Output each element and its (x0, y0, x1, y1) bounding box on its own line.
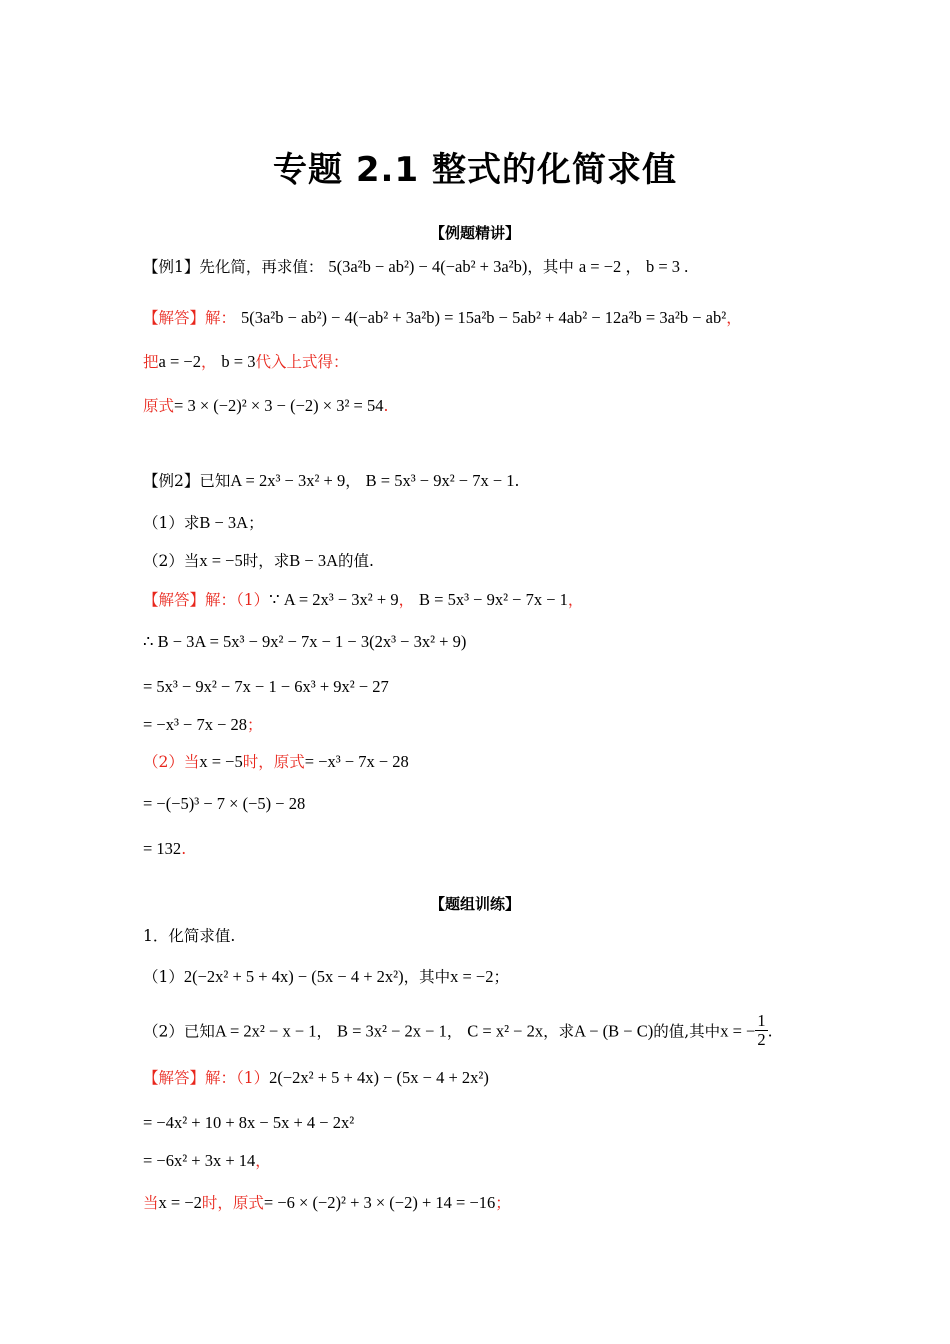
part-value: x = −2 (450, 967, 494, 986)
practice-1-part-1 (143, 966, 509, 988)
solution-2-result: = −x³ − 7x − 28 (143, 715, 248, 734)
section-heading-practice: 【题组训练】 (429, 895, 520, 913)
solution-1-result: = 3 × (−2)² × 3 − (−2) × 3² = 54 (174, 396, 384, 415)
solution-2-line-7 (143, 838, 186, 860)
question-label: （2）当 (143, 552, 200, 570)
part-label: （2）已知 (143, 1022, 215, 1041)
solution-3-mid: 时，原式 (201, 1194, 264, 1212)
solution-1-value-b: b = 3 (221, 352, 256, 371)
solution-1-text: 把 (143, 353, 159, 371)
example-1 (143, 256, 688, 278)
question-expr: x = −5 (199, 551, 243, 570)
solution-3-x-value: x = −2 (158, 1193, 202, 1212)
example-2-end: . (514, 472, 520, 490)
question-end: ； (248, 514, 264, 532)
solution-1-expression: 5(3a²b − ab²) − 4(−ab² + 3a²b) = 15a²b − 5ab² + 4ab² − 12a²b = 3a²b − ab² (240, 308, 727, 327)
page-title: 专题 2.1 整式的化简求值 (273, 150, 677, 190)
example-1-text: 先化简，再求值： (199, 258, 324, 276)
solution-3-result: = −6x² + 3x + 14 (143, 1151, 256, 1170)
solution-1-period: . (383, 397, 389, 415)
solution-2-end: ， (567, 591, 584, 609)
solution-1-line-1 (143, 307, 742, 329)
solution-1-original: 原式 (143, 397, 175, 415)
example-2-expr-a: A = 2x³ − 3x² + 9 (230, 471, 346, 490)
solution-3-line-3 (143, 1150, 271, 1172)
practice-1-part-2 (143, 1011, 773, 1051)
solution-2-period: . (181, 840, 187, 858)
solution-2-line-4 (143, 714, 263, 736)
example-1-condition-label: ，其中 (527, 258, 574, 276)
example-2-text: 已知 (199, 472, 231, 490)
fraction-numerator: 1 (757, 1011, 766, 1030)
part-expr: 2(−2x² + 5 + 4x) − (5x − 4 + 2x²) (183, 967, 404, 986)
solution-3-expr: 2(−2x² + 5 + 4x) − (5x − 4 + 2x²) (269, 1068, 489, 1087)
question-label: （1）求 (143, 514, 200, 532)
part-expr-c: C = x² − 2x (467, 1021, 544, 1041)
question-expr: B − 3A (199, 513, 249, 532)
example-1-expression: 5(3a²b − ab²) − 4(−ab² + 3a²b) (328, 257, 528, 276)
example-2-label: 【例2】 (143, 472, 200, 490)
solution-3-end: ； (495, 1194, 511, 1212)
section-heading-examples: 【例题精讲】 (429, 224, 520, 242)
solution-2-part-expr: = −x³ − 7x − 28 (304, 752, 409, 771)
solution-2-line-6: = −(−5)³ − 7 × (−5) − 28 (143, 794, 306, 813)
part-sep: ， (316, 1022, 333, 1041)
part-cond: ，其中 (403, 968, 451, 986)
solution-3-label: 【解答】解：（1） (143, 1069, 270, 1087)
solution-1-sep: ， (200, 353, 217, 371)
fraction-one-half (755, 1012, 767, 1049)
question-expr-2: B − 3A (289, 551, 338, 570)
solution-1-line-3 (143, 395, 388, 417)
example-2-expr-b: B = 5x³ − 9x² − 7x − 1 (365, 471, 515, 490)
solution-2-end: ； (247, 716, 263, 734)
solution-2-expr-a: ∵ A = 2x³ − 3x² + 9 (269, 590, 399, 609)
solution-1-label: 【解答】解： (143, 309, 237, 327)
solution-3-line-4 (143, 1192, 511, 1214)
solution-3-line-2: = −4x² + 10 + 8x − 5x + 4 − 2x² (143, 1113, 355, 1132)
part-end: . (767, 1022, 773, 1041)
question-end: 的值. (338, 552, 374, 570)
solution-2-sep: ， (398, 591, 415, 609)
part-expr-a: A = 2x² − x − 1 (214, 1021, 317, 1041)
solution-1-text-2: 代入上式得： (255, 353, 349, 371)
part-expr-b: B = 3x² − 2x − 1 (336, 1021, 447, 1041)
solution-2-part-mid: 时，原式 (242, 753, 305, 771)
solution-2-label: 【解答】解：（1） (143, 591, 270, 609)
part-sep: ， (446, 1022, 463, 1041)
solution-2-expr-b: B = 5x³ − 9x² − 7x − 1 (419, 590, 568, 609)
part-label: （1） (143, 968, 184, 986)
part-target-expr: A − (B − C) (574, 1021, 654, 1041)
example-2 (143, 470, 519, 492)
solution-1-value-a: a = −2 (158, 352, 201, 371)
example-2-question-1 (143, 512, 264, 534)
solution-2-line-2: ∴ B − 3A = 5x³ − 9x² − 7x − 1 − 3(2x³ − 3x² + 9) (143, 632, 467, 651)
example-1-label: 【例1】 (143, 258, 200, 276)
solution-3-final: = −6 × (−2)² + 3 × (−2) + 14 = −16 (263, 1193, 496, 1212)
solution-1-line-2 (143, 351, 348, 373)
part-x: x = − (720, 1021, 756, 1041)
solution-2-part-2 (143, 751, 409, 773)
part-mid: 的值,其中 (653, 1022, 721, 1041)
question-mid: 时，求 (242, 552, 290, 570)
solution-2-x-value: x = −5 (199, 752, 243, 771)
fraction-denominator: 2 (757, 1030, 766, 1049)
solution-2-line-1 (143, 589, 583, 611)
solution-3-line-1 (143, 1067, 489, 1089)
practice-1-title: 1．化简求值. (143, 927, 236, 945)
example-1-condition: a = −2 ， b = 3 . (578, 257, 689, 276)
solution-2-final: = 132 (143, 839, 182, 858)
example-2-question-2 (143, 550, 374, 572)
solution-2-part-label: （2）当 (143, 753, 200, 771)
part-end: ； (493, 968, 509, 986)
solution-3-comma: ， (255, 1152, 271, 1170)
part-ask: ，求 (543, 1022, 575, 1041)
solution-3-when: 当 (143, 1194, 159, 1212)
solution-2-line-3: = 5x³ − 9x² − 7x − 1 − 6x³ + 9x² − 27 (143, 677, 389, 696)
example-2-sep: ， (345, 472, 361, 490)
solution-1-comma: ， (726, 309, 742, 327)
